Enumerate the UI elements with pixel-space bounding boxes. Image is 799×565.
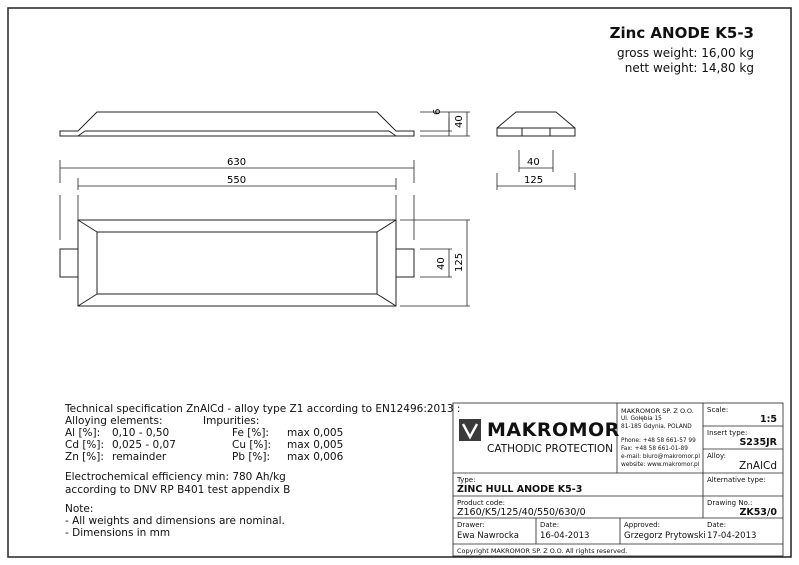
drawing-no-label: Drawing No.:	[707, 499, 753, 507]
drawing-title: Zinc ANODE K5-3	[609, 24, 754, 42]
spec-row-max: max 0,006	[287, 451, 344, 463]
alloy-value: ZnAlCd	[739, 460, 777, 472]
impurities-header: Impurities:	[203, 415, 260, 427]
approved-label: Approved:	[624, 521, 660, 529]
date2-label: Date:	[707, 521, 727, 529]
copyright: Copyright MAKROMOR SP. Z O.O. All rights reserved.	[457, 547, 628, 555]
spec-row-max: max 0,005	[287, 427, 344, 439]
company-website: website: www.makromor.pl	[621, 462, 700, 468]
efficiency-line2: according to DNV RP B401 test appendix B	[65, 484, 291, 496]
length-dims	[60, 160, 414, 240]
company-email: e-mail: biuro@makromor.pl	[621, 454, 700, 460]
spec-line: Technical specification ZnAlCd - alloy type Z1 according to EN12496:2013 :	[65, 403, 461, 415]
alloy-label: Alloy:	[707, 452, 726, 460]
insert-value: S235JR	[739, 437, 777, 448]
spec-row-imp: Cu [%]:	[232, 439, 272, 451]
dim-40-side: 40	[454, 115, 465, 128]
company-fax: Fax: +48 58 661-01-89	[621, 446, 688, 452]
drawer-value: Ewa Nawrocka	[457, 531, 519, 541]
dim-125-end: 125	[524, 175, 544, 186]
note-title: Note:	[65, 503, 94, 515]
insert-label: Insert type:	[707, 429, 748, 437]
dim-40-end: 40	[527, 157, 540, 168]
end-view	[497, 112, 575, 136]
scale-label: Scale:	[707, 406, 729, 414]
dim-6: 6	[432, 108, 443, 115]
company-phone: Phone: +48 58 661-57 99	[621, 438, 696, 444]
spec-row-el: Al [%]:	[65, 427, 101, 439]
spec-row-val: 0,025 - 0,07	[112, 439, 176, 451]
makromor-logo	[459, 419, 481, 441]
type-label: Type:	[457, 476, 476, 484]
product-code-label: Product code:	[457, 499, 506, 507]
approved-value: Grzegorz Prytowski	[624, 531, 706, 541]
nett-weight: nett weight: 14,80 kg	[624, 61, 754, 75]
drawer-label: Drawer:	[457, 521, 485, 529]
drawing-no-value: ZK53/0	[739, 507, 777, 518]
note-line1: - All weights and dimensions are nominal.	[65, 515, 285, 527]
spec-row-max: max 0,005	[287, 439, 344, 451]
spec-row-el: Cd [%]:	[65, 439, 105, 451]
date2-value: 17-04-2013	[707, 531, 757, 541]
note-line2: - Dimensions in mm	[65, 527, 171, 539]
spec-row-val: 0,10 - 0,50	[112, 427, 170, 439]
spec-row-imp: Fe [%]:	[232, 427, 269, 439]
side-view	[60, 112, 414, 136]
alt-type-label: Alternative type:	[707, 476, 766, 484]
date1-label: Date:	[540, 521, 560, 529]
spec-row-val: remainder	[112, 451, 167, 463]
company-address2: 81-185 Gdynia, POLAND	[621, 424, 692, 430]
date1-value: 16-04-2013	[540, 531, 590, 541]
dim-125-plan: 125	[454, 252, 465, 272]
dim-550: 550	[227, 175, 247, 186]
brand-name: MAKROMOR	[487, 419, 620, 441]
type-value: ZINC HULL ANODE K5-3	[457, 484, 583, 495]
company-name: MAKROMOR SP. Z O.O.	[621, 407, 694, 415]
spec-row-imp: Pb [%]:	[232, 451, 271, 463]
gross-weight: gross weight: 16,00 kg	[617, 46, 754, 60]
product-code-value: Z160/K5/125/40/550/630/0	[457, 507, 586, 518]
spec-row-el: Zn [%]:	[65, 451, 104, 463]
company-address1: Ul. Gołębia 15	[621, 416, 662, 422]
plan-view	[60, 220, 414, 306]
brand-subtitle: CATHODIC PROTECTION	[487, 443, 614, 455]
scale-value: 1:5	[759, 414, 777, 425]
dim-630: 630	[227, 157, 247, 168]
efficiency-line1: Electrochemical efficiency min: 780 Ah/kg	[65, 471, 286, 483]
alloying-header: Alloying elements:	[65, 415, 163, 427]
dim-40-plan: 40	[436, 257, 447, 270]
